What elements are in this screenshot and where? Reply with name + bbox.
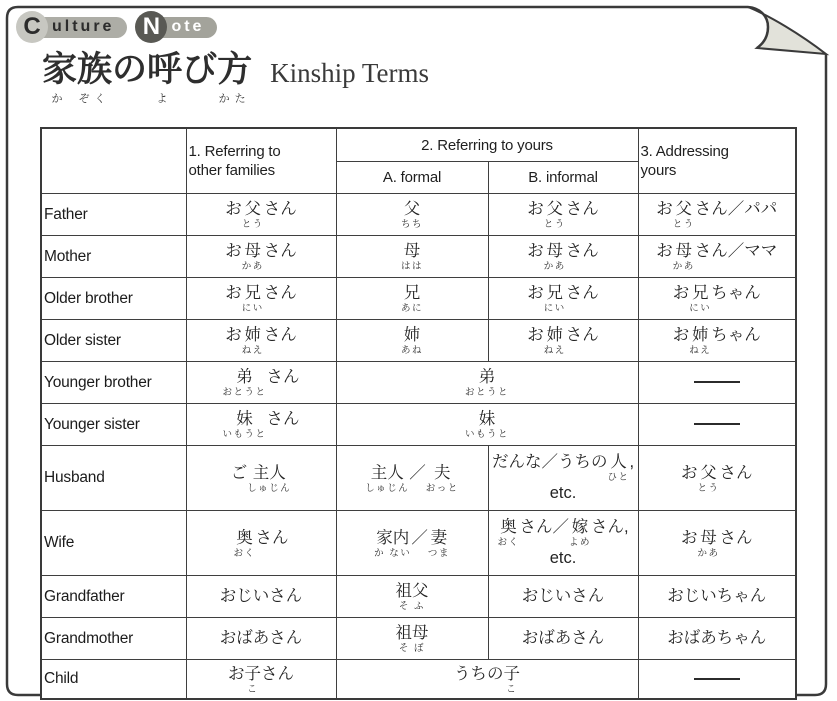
row-label: Husband (41, 446, 186, 511)
term-line (491, 483, 636, 504)
furigana: とう (241, 219, 264, 230)
base-text: 子 (244, 664, 261, 683)
plain-text: さん／ママ (694, 242, 778, 260)
none-dash (694, 423, 740, 425)
header-referring-yours: 2. Referring to yours (336, 128, 638, 162)
plain-text: お (672, 326, 690, 344)
plain-text: さん, (590, 518, 629, 536)
furigana: ぞく (78, 93, 111, 105)
ruby-segment (233, 528, 255, 559)
furigana: おく (497, 537, 520, 548)
term-cell (336, 278, 488, 320)
term-cell (186, 320, 336, 362)
plain-text: さん (266, 410, 300, 428)
base-text: 母 (675, 242, 692, 260)
table-row (41, 618, 796, 660)
furigana: かあ (543, 261, 566, 272)
plain-text: さん (719, 463, 753, 482)
ruby-segment (242, 199, 264, 230)
base-text: 妹 (236, 410, 253, 428)
table-row (41, 194, 796, 236)
term-cell (638, 278, 796, 320)
table-row (41, 320, 796, 362)
base-text: 妹 (478, 410, 496, 428)
term-cell (488, 236, 638, 278)
base-text: 弟 (478, 368, 496, 386)
ruby-segment (242, 283, 264, 314)
term-line (491, 283, 636, 314)
plain-text: お (527, 284, 544, 302)
table-row (41, 511, 796, 576)
plain-text: おばあさん (219, 629, 303, 647)
term-line (42, 50, 253, 105)
logo-n-badge: N (135, 11, 167, 43)
ruby-segment (544, 241, 566, 272)
term-line (491, 452, 636, 483)
term-cell (488, 320, 638, 362)
term-cell (488, 576, 638, 618)
plain-text: ／ (409, 463, 426, 482)
furigana: よ (156, 93, 173, 105)
ruby-segment (401, 325, 423, 356)
ruby-segment (247, 463, 291, 494)
term-line (641, 325, 794, 356)
term-cell (336, 320, 488, 362)
term-cell (638, 362, 796, 404)
furigana: おとうと (464, 387, 509, 398)
term-line (189, 199, 334, 230)
term-cell (336, 362, 638, 404)
base-text: 嫁 (571, 518, 589, 536)
header-line: yours (640, 162, 677, 179)
plain-text: おばあさん (521, 629, 605, 647)
plain-text: etc. (549, 549, 577, 567)
term-cell (186, 362, 336, 404)
ruby-segment (426, 463, 459, 494)
term-line (491, 548, 636, 569)
ruby-segment (374, 528, 411, 559)
plain-text: ちゃん (711, 326, 761, 344)
furigana: ねえ (543, 345, 566, 356)
base-text: 主人 (252, 463, 286, 482)
term-cell (488, 511, 638, 576)
ruby-segment (77, 50, 112, 106)
furigana: はは (400, 261, 423, 272)
term-cell (186, 511, 336, 576)
base-text: 祖母 (395, 624, 429, 642)
base-text: 父 (700, 463, 717, 482)
plain-text: さん／ (519, 518, 569, 536)
term-cell (186, 618, 336, 660)
plain-text: さん (719, 528, 753, 547)
furigana: こ (506, 683, 518, 695)
term-line (641, 528, 794, 559)
term-cell (638, 660, 796, 700)
plain-text: さん (263, 284, 297, 302)
ruby-segment (544, 199, 566, 230)
row-label: Father (41, 194, 186, 236)
header-referring-other-families (186, 128, 336, 194)
term-line (641, 586, 794, 607)
plain-text: だんな／うちの (491, 453, 608, 471)
base-text: 父 (403, 200, 421, 218)
table-row (41, 278, 796, 320)
base-text: 族 (77, 50, 113, 89)
term-cell (638, 236, 796, 278)
base-text: 兄 (244, 284, 261, 302)
ruby-segment (401, 283, 423, 314)
ruby-segment (504, 664, 521, 695)
row-label: Grandmother (41, 618, 186, 660)
furigana: ねえ (689, 345, 712, 356)
term-line (189, 463, 334, 494)
term-cell (336, 618, 488, 660)
furigana: かあ (697, 547, 720, 559)
furigana: ちち (400, 219, 423, 230)
term-line (189, 664, 334, 695)
plain-text: の (112, 50, 148, 89)
kinship-table (40, 127, 797, 700)
term-cell (488, 194, 638, 236)
table-row (41, 236, 796, 278)
furigana: とう (672, 219, 695, 230)
plain-text: お (656, 242, 673, 260)
plain-text: さん (565, 242, 599, 260)
furigana: にい (689, 303, 712, 314)
furigana: かあ (241, 261, 264, 272)
header-line: other families (188, 162, 275, 179)
term-line (641, 241, 794, 272)
term-cell (186, 404, 336, 446)
term-cell (488, 446, 638, 511)
logo-culture-text: ulture (52, 18, 115, 35)
furigana: こ (247, 683, 259, 695)
term-line (491, 517, 636, 548)
furigana: かあ (672, 261, 695, 272)
term-cell (638, 511, 796, 576)
term-cell (336, 511, 488, 576)
plain-text: さん (263, 326, 297, 344)
term-line (189, 528, 334, 559)
table-row (41, 660, 796, 700)
furigana: あに (400, 303, 423, 314)
plain-text: お (527, 242, 544, 260)
furigana: おく (233, 547, 256, 559)
plain-text: お (680, 528, 698, 547)
base-text: 姉 (691, 326, 709, 344)
ruby-segment (607, 452, 629, 483)
header-row-1 (41, 128, 796, 162)
furigana: とう (543, 219, 566, 230)
furigana: あね (400, 345, 423, 356)
plain-text: さん (266, 368, 300, 386)
base-text: 夫 (434, 463, 451, 482)
term-line (339, 409, 636, 440)
logo-note-text: ote (171, 18, 205, 35)
ruby-segment (147, 50, 182, 106)
term-line (641, 628, 794, 649)
furigana: にい (543, 303, 566, 314)
term-cell (638, 404, 796, 446)
term-cell (336, 236, 488, 278)
header-addressing-yours (638, 128, 796, 194)
base-text: 家内 (376, 528, 410, 547)
term-line (339, 528, 486, 559)
ruby-segment (222, 367, 266, 398)
plain-text: さん (565, 200, 599, 218)
plain-text: び (182, 50, 218, 89)
table-row (41, 404, 796, 446)
term-cell (186, 576, 336, 618)
base-text: 父 (244, 200, 261, 218)
logo-c-badge: C (16, 11, 48, 43)
none-dash (694, 381, 740, 383)
term-cell (336, 404, 638, 446)
furigana: しゅじん (247, 482, 292, 494)
ruby-segment (697, 463, 719, 494)
term-cell (638, 194, 796, 236)
plain-text: お (527, 200, 544, 218)
term-cell (488, 278, 638, 320)
base-text: 奥 (500, 518, 517, 536)
term-line (339, 241, 486, 272)
term-cell (186, 660, 336, 700)
plain-text: さん (565, 326, 599, 344)
base-text: 父 (546, 200, 563, 218)
term-cell (336, 194, 488, 236)
ruby-segment (673, 241, 695, 272)
term-cell (638, 446, 796, 511)
ruby-segment (697, 528, 719, 559)
term-line (339, 283, 486, 314)
plain-text: お (680, 463, 698, 482)
base-text: 母 (244, 242, 261, 260)
furigana: よめ (568, 537, 591, 548)
ruby-segment (245, 664, 262, 695)
furigana: いもうと (222, 429, 267, 440)
term-line (189, 241, 334, 272)
ruby-segment (401, 241, 423, 272)
header-line: 1. Referring to (188, 143, 281, 160)
ruby-segment (396, 581, 429, 612)
furigana: おとうと (222, 387, 267, 398)
ruby-segment (396, 623, 429, 654)
base-text: 方 (217, 50, 253, 89)
ruby-segment (365, 463, 409, 494)
term-line (491, 586, 636, 607)
term-cell (638, 576, 796, 618)
term-cell (336, 660, 638, 700)
plain-text: お (656, 200, 673, 218)
term-line (189, 325, 334, 356)
ruby-segment (428, 528, 450, 559)
ruby-segment (401, 199, 423, 230)
ruby-segment (222, 409, 266, 440)
term-line (189, 628, 334, 649)
base-text: 呼 (147, 50, 183, 89)
ruby-segment (217, 50, 252, 106)
term-line (189, 367, 334, 398)
term-line (491, 199, 636, 230)
term-line (189, 586, 334, 607)
plain-text: etc. (549, 484, 577, 502)
ruby-segment (42, 50, 77, 106)
base-text: 母 (403, 242, 421, 260)
furigana: にい (241, 303, 264, 314)
plain-text: お (228, 664, 245, 683)
base-text: 母 (546, 242, 563, 260)
header-formal: A. formal (336, 162, 488, 194)
base-text: 人 (610, 453, 627, 471)
row-label: Mother (41, 236, 186, 278)
base-text: 主人 (370, 463, 404, 482)
term-cell (638, 618, 796, 660)
term-line (641, 463, 794, 494)
term-cell (488, 618, 638, 660)
row-label: Wife (41, 511, 186, 576)
furigana: おっと (425, 482, 459, 494)
furigana: ねえ (241, 345, 264, 356)
row-label: Younger brother (41, 362, 186, 404)
furigana: とう (697, 482, 720, 494)
term-cell (186, 446, 336, 511)
logo-culture-pill (20, 12, 127, 40)
term-line (339, 664, 636, 695)
term-line (339, 463, 486, 494)
plain-text: ご (230, 463, 248, 482)
header-line: 3. Addressing (640, 143, 729, 160)
furigana: つま (427, 547, 450, 559)
plain-text: お (225, 326, 242, 344)
plain-text: さん (263, 242, 297, 260)
base-text: 兄 (403, 284, 421, 302)
plain-text: お (672, 284, 690, 302)
base-text: 姉 (546, 326, 563, 344)
none-dash (694, 678, 740, 680)
plain-text: おじいちゃん (667, 587, 767, 605)
furigana: か ない (374, 547, 412, 559)
table-row (41, 576, 796, 618)
page-title-english: Kinship Terms (270, 58, 429, 88)
term-cell (186, 194, 336, 236)
plain-text: , (629, 453, 635, 471)
ruby-segment (465, 367, 509, 398)
base-text: 姉 (244, 326, 261, 344)
term-line (189, 409, 334, 440)
logo-note-pill (139, 12, 217, 40)
plain-text: さん (565, 284, 599, 302)
header-informal: B. informal (488, 162, 638, 194)
ruby-segment (544, 325, 566, 356)
term-cell (186, 278, 336, 320)
plain-text: さん (263, 200, 297, 218)
plain-text: おじいさん (219, 587, 303, 605)
furigana: いもうと (464, 429, 509, 440)
term-line (339, 581, 486, 612)
term-cell (336, 576, 488, 618)
term-cell (336, 446, 488, 511)
base-text: 奥 (236, 528, 253, 547)
base-text: 子 (503, 664, 520, 683)
furigana: か (51, 93, 68, 105)
base-text: 妻 (430, 528, 448, 547)
plain-text: お (225, 284, 242, 302)
plain-text: お (225, 242, 242, 260)
ruby-segment (242, 325, 264, 356)
term-line (339, 623, 486, 654)
ruby-segment (497, 517, 519, 548)
base-text: 兄 (691, 284, 709, 302)
row-label: Child (41, 660, 186, 700)
furigana: かた (218, 93, 251, 105)
plain-text: うちの (454, 664, 504, 683)
table-row (41, 446, 796, 511)
term-line (491, 628, 636, 649)
term-cell (186, 236, 336, 278)
row-label: Older sister (41, 320, 186, 362)
plain-text: さん (261, 664, 294, 683)
furigana: ひと (607, 472, 630, 483)
term-line (339, 199, 486, 230)
plain-text: お (225, 200, 242, 218)
plain-text: ちゃん (711, 284, 761, 302)
row-label: Older brother (41, 278, 186, 320)
plain-text: さん (255, 528, 289, 547)
page-title-japanese (42, 50, 252, 106)
term-line (339, 367, 636, 398)
plain-text: お (527, 326, 544, 344)
row-label: Younger sister (41, 404, 186, 446)
ruby-segment (465, 409, 509, 440)
plain-text: おじいさん (521, 587, 605, 605)
row-label: Grandfather (41, 576, 186, 618)
base-text: 祖父 (395, 582, 429, 600)
term-line (339, 325, 486, 356)
ruby-segment (544, 283, 566, 314)
term-line (189, 283, 334, 314)
term-cell (638, 320, 796, 362)
term-line (491, 325, 636, 356)
base-text: 弟 (236, 368, 253, 386)
base-text: 父 (675, 200, 692, 218)
table-row (41, 362, 796, 404)
base-text: 家 (42, 50, 78, 89)
term-line (491, 241, 636, 272)
ruby-segment (689, 283, 711, 314)
base-text: 姉 (403, 326, 421, 344)
title-row (42, 50, 429, 106)
plain-text: ／ (411, 528, 428, 547)
ruby-segment (673, 199, 695, 230)
furigana: そ ぼ (398, 643, 426, 654)
plain-text: おばあちゃん (667, 629, 767, 647)
base-text: 兄 (546, 284, 563, 302)
furigana: そ ふ (398, 601, 426, 612)
ruby-segment (569, 517, 591, 548)
culture-note-logo (20, 11, 217, 43)
ruby-segment (689, 325, 711, 356)
term-line (641, 283, 794, 314)
furigana: しゅじん (365, 482, 410, 494)
term-line (641, 199, 794, 230)
ruby-segment (242, 241, 264, 272)
base-text: 母 (700, 528, 717, 547)
plain-text: さん／パパ (694, 200, 778, 218)
empty-header-cell (41, 128, 186, 194)
